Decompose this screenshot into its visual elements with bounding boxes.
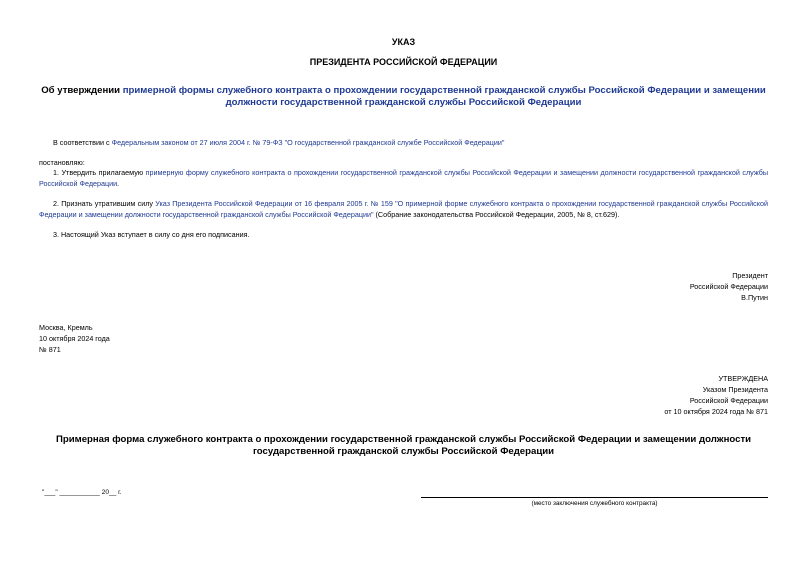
item-1-suffix: .: [117, 179, 120, 188]
approval-status: УТВЕРЖДЕНА: [718, 374, 768, 383]
approval-block: [518, 373, 768, 417]
form-title: Примерная форма служебного контракта о прохождении государственной гражданской службы Российской Федерации и замещении должности государственной гражданской службы Российской Федерации: [55, 434, 752, 457]
approval-date-number: от 10 октября 2024 года № 871: [664, 407, 768, 416]
item-2: [39, 198, 768, 220]
preamble-prefix: В соответствии с: [53, 138, 112, 147]
signature-country: Российской Федерации: [689, 282, 768, 291]
item-2-suffix: (Собрание законодательства Российской Федерации, 2005, № 8, ст.629).: [373, 210, 620, 219]
document-title: [30, 85, 777, 108]
signature-title: Президент: [732, 271, 768, 280]
signature-name: В.Путин: [741, 293, 768, 302]
decree-word: постановляю:: [39, 158, 85, 167]
approved-form-link[interactable]: примерную форму служебного контракта о прохождении государственной гражданской службы Российской Федерации и замещении должности государственной гражданской службы Российской Федерации: [39, 168, 769, 188]
place-signature-line: [421, 497, 768, 498]
item-3: 3. Настоящий Указ вступает в силу со дня его подписания.: [53, 230, 250, 239]
decree-number: № 871: [39, 345, 61, 354]
signing-place: Москва, Кремль: [39, 323, 93, 332]
title-link[interactable]: примерной формы служебного контракта о прохождении государственной гражданской службы Российской Федерации и замещении должности государственной гражданской службы Российской Федерации: [122, 85, 766, 108]
signing-date: 10 октября 2024 года: [39, 334, 110, 343]
decree-heading: УКАЗ: [391, 37, 416, 47]
repealed-decree-link[interactable]: Указ Президента Российской Федерации от 16 февраля 2005 г. № 159 "О примерной форме служебного контракта о прохождении государственной гражданской службы Российской Федерации и замещении должности государственной гражданской службы Российской Федерации": [39, 199, 768, 219]
approval-country: Российской Федерации: [689, 396, 768, 405]
decree-issuer: ПРЕЗИДЕНТА РОССИЙСКОЙ ФЕДЕРАЦИИ: [309, 57, 498, 67]
item-1: [39, 167, 768, 189]
preamble: [53, 137, 768, 148]
place-caption: (место заключения служебного контракта): [531, 500, 658, 507]
title-prefix: Об утверждении: [41, 85, 123, 96]
item-1-prefix: 1. Утвердить прилагаемую: [53, 168, 146, 177]
place-date-block: [39, 322, 110, 355]
approval-by: Указом Президента: [702, 385, 768, 394]
contract-date-blank: "___" ___________ 20__ г.: [42, 489, 122, 496]
signature-block: [568, 270, 768, 303]
federal-law-link[interactable]: Федеральным законом от 27 июля 2004 г. № 79-ФЗ "О государственной гражданской службе Российской Федерации": [111, 138, 505, 147]
item-2-prefix: 2. Признать утратившим силу: [53, 199, 156, 208]
